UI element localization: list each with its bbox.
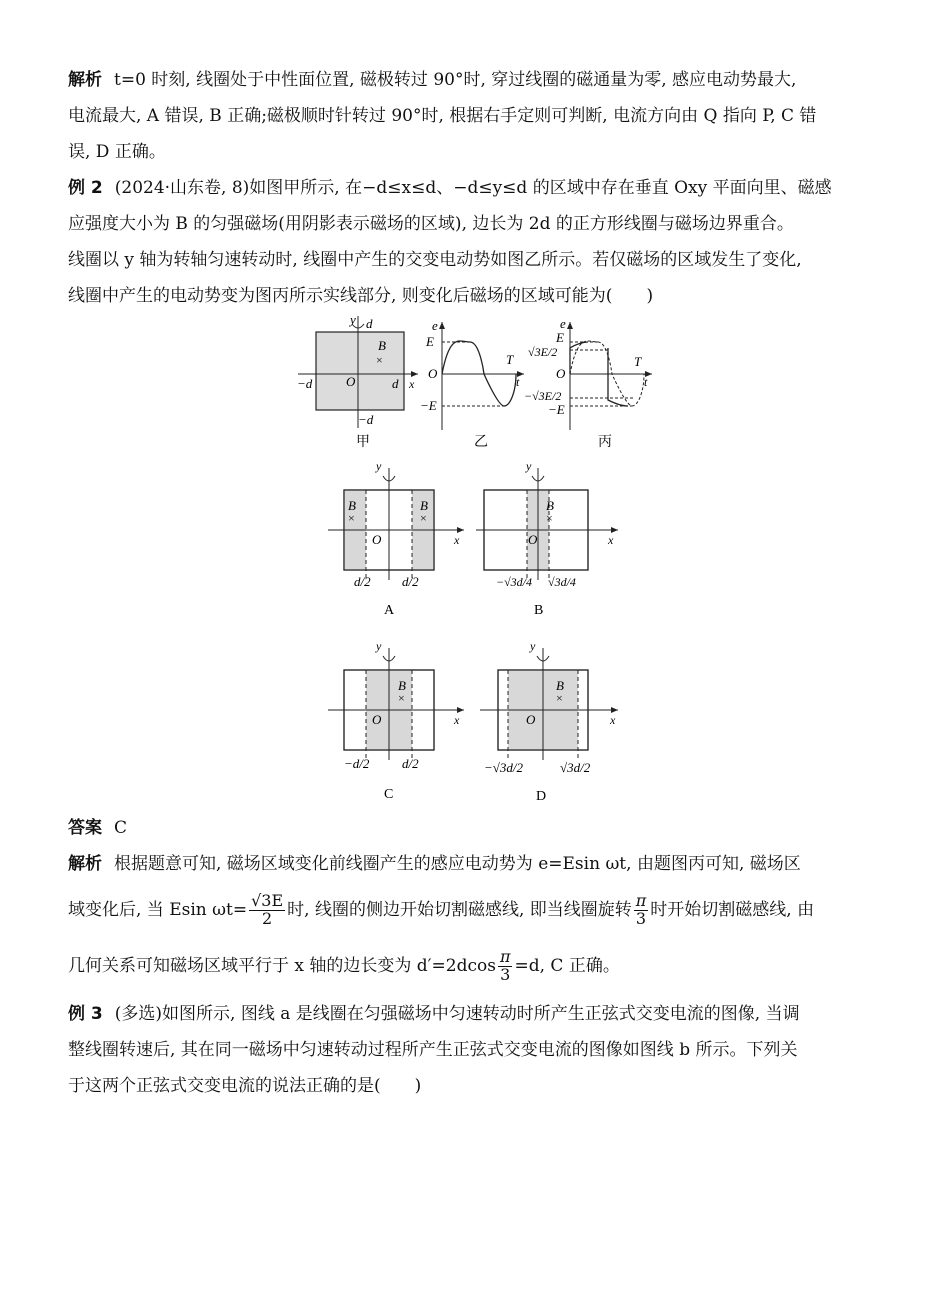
- example-2: [68, 170, 883, 314]
- b-caption: B: [534, 603, 544, 618]
- yi-t-label: t: [516, 375, 520, 389]
- jia-y-label: y: [350, 312, 356, 327]
- a-y-label: y: [376, 459, 382, 473]
- d-origin: O: [526, 712, 536, 727]
- option-b-figure: [476, 458, 624, 622]
- analysis-1-line-3: 误, D 正确。: [68, 142, 166, 162]
- bing-caption: 丙: [598, 435, 612, 450]
- jia-neg-d-bottom: −d: [358, 412, 374, 427]
- jia-origin: O: [346, 374, 356, 389]
- c-x-label: x: [454, 713, 460, 727]
- b-origin: O: [528, 532, 538, 547]
- d-left-label: −√3d/2: [484, 760, 524, 775]
- analysis-label: 解析: [68, 70, 102, 90]
- analysis-1-line-2: 电流最大, A 错误, B 正确;磁极顺时针转过 90°时, 根据右手定则可判断, 电流方向由 Q 指向 P, C 错: [68, 106, 817, 126]
- a-right-label: d/2: [402, 574, 419, 589]
- yi-E: E: [426, 334, 434, 349]
- example-3: [68, 996, 883, 1104]
- b-x-label: x: [608, 533, 614, 547]
- figure-yi: [420, 312, 530, 452]
- jia-x-label: x: [409, 377, 415, 391]
- example-3-line-2: 整线圈转速后, 其在同一磁场中匀速转动过程所产生正弦式交变电流的图像如图线 b 所示。下列关: [68, 1040, 798, 1060]
- analysis-2-line-2c: 时开始切割磁感线, 由: [650, 900, 815, 920]
- analysis-2-label: 解析: [68, 854, 102, 874]
- b-y-label: y: [526, 459, 532, 473]
- fraction-pi-over-3-b: $\frac{\pi}{3}$: [499, 947, 511, 984]
- bing-nr3E2: −√3E/2: [524, 389, 562, 403]
- jia-B: B: [378, 338, 386, 353]
- c-caption: C: [384, 787, 394, 802]
- yi-negE: −E: [420, 398, 437, 413]
- a-B-left: B: [348, 498, 356, 513]
- c-B: B: [398, 678, 406, 693]
- c-y-label: y: [376, 639, 382, 653]
- option-c-figure: [324, 638, 472, 802]
- analysis-1-line-1: t=0 时刻, 线圈处于中性面位置, 磁极转过 90°时, 穿过线圈的磁通量为零, 感应电动势最大,: [114, 70, 797, 90]
- b-cross: ×: [546, 511, 553, 525]
- analysis-2: [68, 846, 883, 994]
- a-cross-right: ×: [420, 511, 427, 525]
- analysis-2-line-1: 根据题意可知, 磁场区域变化前线圈产生的感应电动势为 e=Esin ωt, 由题图丙可知, 磁场区: [114, 854, 801, 874]
- a-B-right: B: [420, 498, 428, 513]
- c-right-label: d/2: [402, 756, 419, 771]
- a-caption: A: [384, 603, 395, 618]
- bing-E: E: [556, 330, 564, 345]
- answer-label: 答案: [68, 818, 102, 838]
- example-2-line-1: (2024·山东卷, 8)如图甲所示, 在−d≤x≤d、−d≤y≤d 的区域中存在垂直 Oxy 平面向里、磁感: [114, 178, 832, 198]
- example-3-line-3: 于这两个正弦式交变电流的说法正确的是( ): [68, 1076, 422, 1096]
- yi-T: T: [506, 352, 514, 367]
- d-cross: ×: [556, 691, 563, 705]
- bing-e-label: e: [560, 316, 566, 331]
- d-right-label: √3d/2: [560, 760, 591, 775]
- example-2-line-3: 线圈以 y 轴为转轴匀速转动时, 线圈中产生的交变电动势如图乙所示。若仅磁场的区域发生了变化,: [68, 250, 802, 270]
- analysis-2-line-3b: =d, C 正确。: [514, 956, 620, 976]
- a-left-label: d/2: [354, 574, 371, 589]
- example-2-label: 例 2: [68, 178, 103, 198]
- example-2-line-4: 线圈中产生的电动势变为图丙所示实线部分, 则变化后磁场的区域可能为( ): [68, 286, 654, 306]
- analysis-1: [68, 62, 883, 170]
- b-right-label: √3d/4: [548, 575, 576, 589]
- b-left-label: −√3d/4: [496, 575, 533, 589]
- jia-d-right: d: [392, 376, 399, 391]
- yi-e-label: e: [432, 318, 438, 333]
- option-d-figure: [476, 638, 624, 802]
- yi-caption: 乙: [474, 435, 488, 450]
- figure-jia: [294, 312, 424, 452]
- bing-t-label: t: [644, 375, 648, 389]
- d-x-label: x: [610, 713, 616, 727]
- d-y-label: y: [530, 639, 536, 653]
- jia-caption: 甲: [356, 435, 370, 450]
- c-left-label: −d/2: [344, 756, 370, 771]
- a-origin: O: [372, 532, 382, 547]
- option-a-figure: [324, 458, 472, 622]
- bing-origin: O: [556, 366, 566, 381]
- c-cross: ×: [398, 691, 405, 705]
- example-2-line-2: 应强度大小为 B 的匀强磁场(用阴影表示磁场的区域), 边长为 2d 的正方形线圈与磁场边界重合。: [68, 214, 794, 234]
- bing-negE: −E: [548, 402, 565, 417]
- answer: [68, 810, 883, 846]
- answer-value: C: [114, 818, 128, 838]
- bing-T: T: [634, 354, 642, 369]
- fraction-root3E-over-2: $\frac{√3E}{2}$: [251, 891, 284, 928]
- fraction-pi-over-3: $\frac{\pi}{3}$: [635, 891, 647, 928]
- yi-origin: O: [428, 366, 438, 381]
- analysis-2-line-3a: 几何关系可知磁场区域平行于 x 轴的边长变为 d′=2dcos: [68, 956, 496, 976]
- analysis-2-line-2b: 时, 线圈的侧边开始切割磁感线, 即当线圈旋转: [287, 900, 632, 920]
- example-3-label: 例 3: [68, 1004, 103, 1024]
- d-caption: D: [536, 789, 547, 802]
- b-B: B: [546, 498, 554, 513]
- d-B: B: [556, 678, 564, 693]
- jia-neg-d: −d: [297, 376, 313, 391]
- a-x-label: x: [454, 533, 460, 547]
- a-cross-left: ×: [348, 511, 355, 525]
- jia-cross: ×: [376, 353, 383, 367]
- bing-r3E2: √3E/2: [528, 345, 558, 359]
- jia-d-top: d: [366, 316, 373, 331]
- example-3-line-1: (多选)如图所示, 图线 a 是线圈在匀强磁场中匀速转动时所产生正弦式交变电流的图像, 当调: [114, 1004, 800, 1024]
- analysis-2-line-2a: 域变化后, 当 Esin ωt=: [68, 900, 248, 920]
- figure-bing: [524, 312, 658, 452]
- c-origin: O: [372, 712, 382, 727]
